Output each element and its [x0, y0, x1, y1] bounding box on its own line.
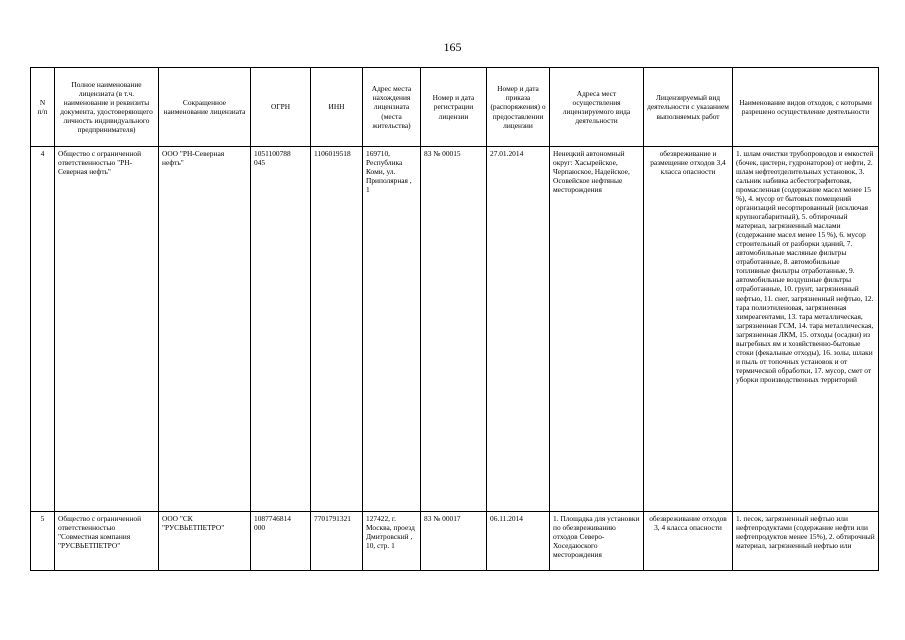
- header-number: N п/п: [31, 68, 55, 147]
- header-waste-types: Наименование видов отходов, с которыми разрешено осуществление деятельности: [733, 68, 879, 147]
- order-cell: 27.01.2014: [487, 147, 550, 512]
- activity-kind-cell: обезвреживание и размещение отходов 3,4 класса опасности: [644, 147, 733, 512]
- full-name-cell: Общество с ограниченной ответственностью "РН-Северная нефть": [55, 147, 159, 512]
- inn-cell: 7701791321: [311, 512, 363, 571]
- header-short-name: Сокращенное наименование лицензиата: [159, 68, 251, 147]
- order-cell: 06.11.2014: [487, 512, 550, 571]
- table-row: [31, 147, 879, 512]
- row-number: 5: [31, 512, 55, 571]
- header-activity-address: Адреса мест осуществления лицензируемого вида деятельности: [550, 68, 644, 147]
- registration-cell: 83 № 00017: [421, 512, 487, 571]
- header-activity-kind: Лицензируемый вид деятельности с указанием выполняемых работ: [644, 68, 733, 147]
- activity-address-cell: Ненецкий автономный округ: Хасырейское, Черпаюское, Надейское, Осовейское нефтяные месторождения: [550, 147, 644, 512]
- activity-address-cell: 1. Площадка для установки по обезвреживанию отходов Северо-Хоседаюского месторождения: [550, 512, 644, 571]
- header-ogrn: ОГРН: [251, 68, 311, 147]
- page-number: 165: [443, 40, 462, 54]
- header-registration: Номер и дата регистрации лицензии: [421, 68, 487, 147]
- table-header-row: [31, 68, 879, 147]
- header-address: Адрес места нахождения лицензиата (места жительства): [363, 68, 421, 147]
- waste-types-cell: 1. шлам очистки трубопроводов и емкостей (бочек, цистерн, гудронаторов) от нефти, 2. шлам нефтеотделительных установок, 3. сальник набивка асбестографитовая, промасленная (содержание масел менее 15 %), 4. мусор от бытовых помещений организаций несортированный (исключая крупногабаритный), 5. обтирочный материал, загрязненный маслами (содержание масел менее 15 %), 6. мусор строительный от разборки зданий, 7. автомобильные масляные фильтры отработанные, 8. автомобильные топливные фильтры отработанные, 9. автомобильные воздушные фильтры отработанные, 10. грунт, загрязненный нефтью, 11. снег, загрязненный нефтью, 12. тара полиэтиленовая, загрязненная химреагентами, 13. тара металлическая, загрязненная ГСМ, 14. тара металлическая, загрязненная ЛКМ, 15. отходы (осадки) из выгребных ям и хозяйственно-бытовые стоки (фекальные отходы), 16. золы, шлаки и пыль от топочных установок и от термической обработки, 17. мусор, смет от уборки производственных территорий: [733, 147, 879, 512]
- inn-cell: 1106019518: [311, 147, 363, 512]
- header-order: Номер и дата приказа (распоряжения) о предоставлении лицензии: [487, 68, 550, 147]
- address-cell: 127422, г. Москва, проезд Дмитровский , 10, стр. 1: [363, 512, 421, 571]
- ogrn-cell: 1087746814 000: [251, 512, 311, 571]
- short-name-cell: ООО "РН-Северная нефть": [159, 147, 251, 512]
- registration-cell: 83 № 00015: [421, 147, 487, 512]
- header-inn: ИНН: [311, 68, 363, 147]
- activity-kind-cell: обезвреживание отходов 3, 4 класса опасности: [644, 512, 733, 571]
- waste-types-cell: 1. песок, загрязненный нефтью или нефтепродуктами (содержание нефти или нефтепродуктов менее 15%), 2. обтирочный материал, загрязненный нефтью или: [733, 512, 879, 571]
- full-name-cell: Общество с ограниченной ответственностью "Совместная компания "РУСВЬЕТПЕТРО": [55, 512, 159, 571]
- table-row: [31, 512, 879, 571]
- license-register-table: [30, 67, 879, 571]
- address-cell: 169710, Республика Коми, ул. Приполярная , 1: [363, 147, 421, 512]
- row-number: 4: [31, 147, 55, 512]
- ogrn-cell: 1051100788 045: [251, 147, 311, 512]
- short-name-cell: ООО "СК "РУСВЬЕТПЕТРО": [159, 512, 251, 571]
- header-full-name: Полное наименование лицензиата (в т.ч. наименование и реквизиты документа, удостоверяющего личность индивидуального предпринимателя): [55, 68, 159, 147]
